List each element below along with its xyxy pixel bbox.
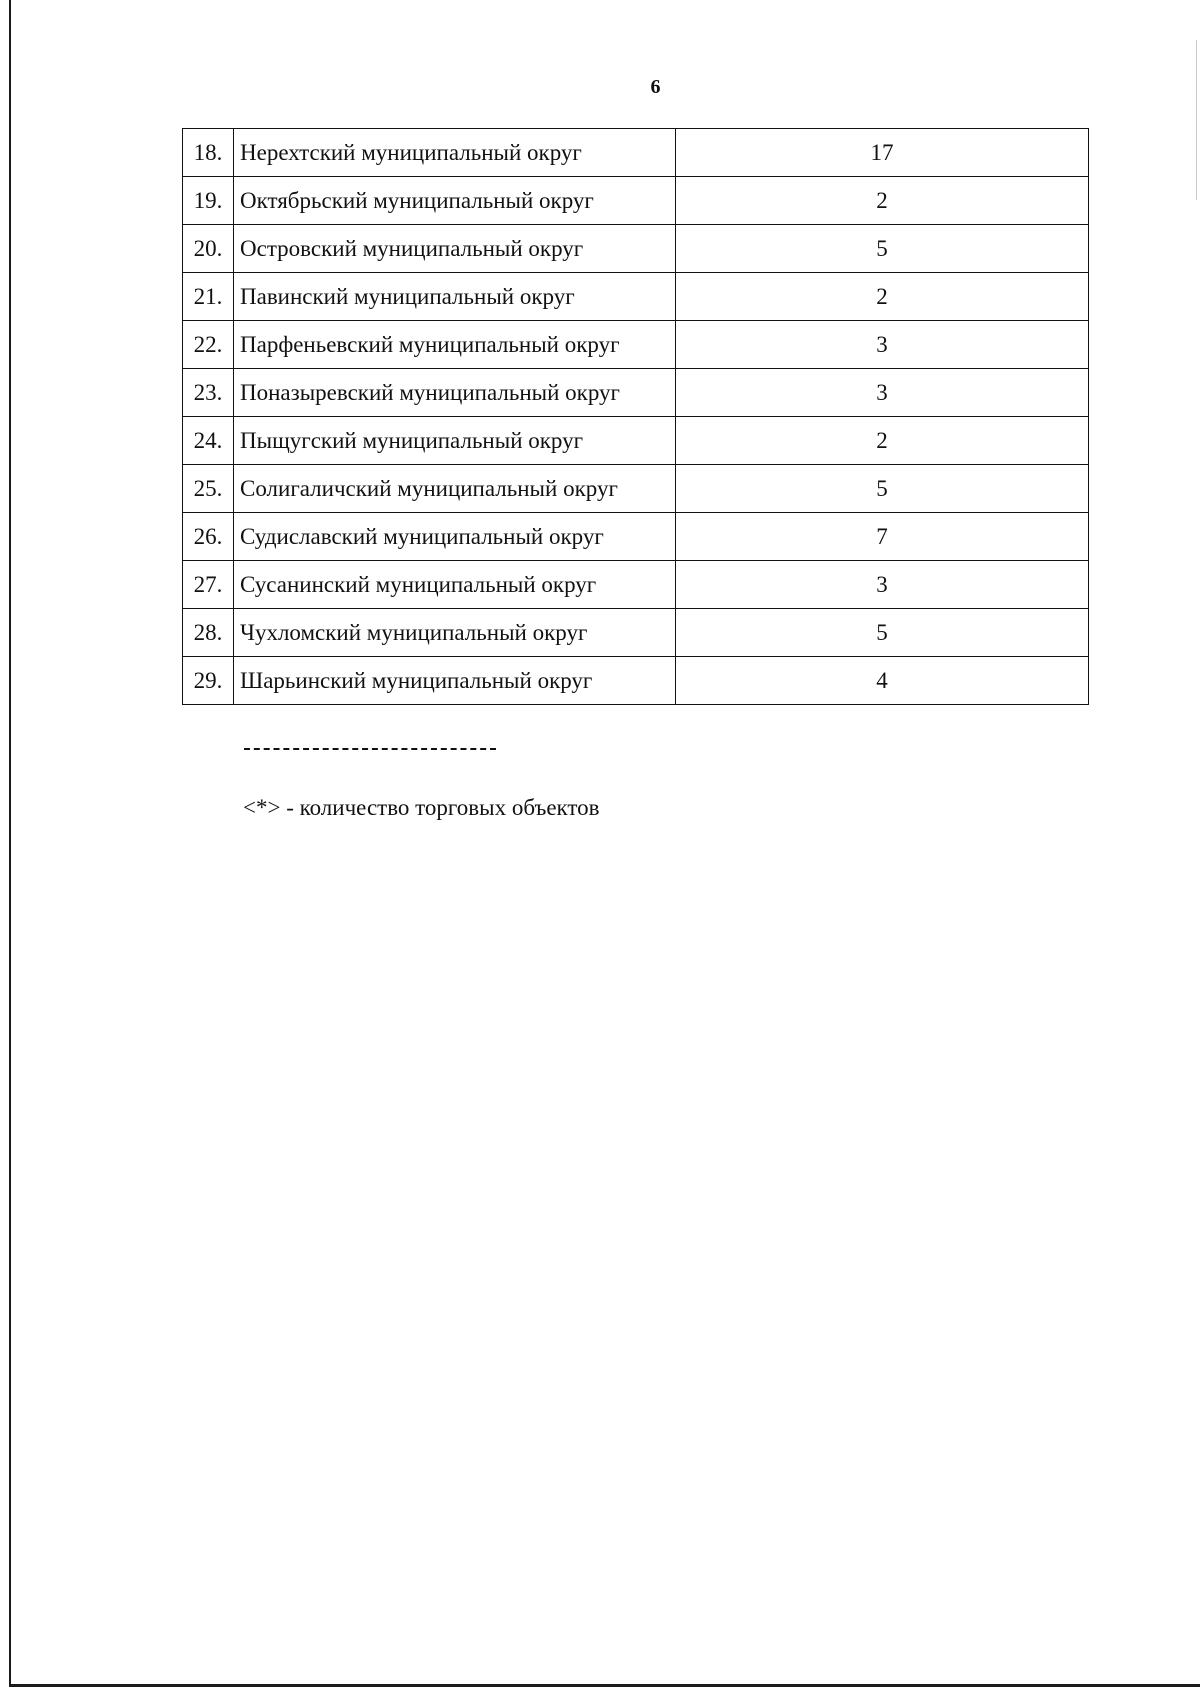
table-row [183,657,1089,705]
object-count: 2 [676,177,1089,225]
table-row [183,609,1089,657]
row-number: 20. [183,225,234,273]
district-name: Солигаличский муниципальный округ [234,465,676,513]
object-count: 5 [676,465,1089,513]
row-number: 24. [183,417,234,465]
row-number: 21. [183,273,234,321]
table-row [183,369,1089,417]
row-number: 22. [183,321,234,369]
scan-border-right [1196,40,1197,200]
row-number: 19. [183,177,234,225]
table-row [183,561,1089,609]
district-name: Чухломский муниципальный округ [234,609,676,657]
table-row [183,273,1089,321]
scan-border-left [9,0,11,1686]
object-count: 2 [676,417,1089,465]
page-number: 6 [650,76,661,98]
object-count: 4 [676,657,1089,705]
row-number: 25. [183,465,234,513]
row-number: 29. [183,657,234,705]
object-count: 3 [676,321,1089,369]
object-count: 2 [676,273,1089,321]
table-row [183,321,1089,369]
object-count: 5 [676,225,1089,273]
row-number: 23. [183,369,234,417]
district-table [182,128,1089,705]
district-name: Судиславский муниципальный округ [234,513,676,561]
row-number: 28. [183,609,234,657]
table-row [183,513,1089,561]
district-name: Островский муниципальный округ [234,225,676,273]
object-count: 3 [676,561,1089,609]
scan-border-bottom [9,1684,1200,1687]
row-number: 26. [183,513,234,561]
district-name: Октябрьский муниципальный округ [234,177,676,225]
object-count: 7 [676,513,1089,561]
object-count: 17 [676,129,1089,177]
object-count: 5 [676,609,1089,657]
table-row [183,417,1089,465]
row-number: 18. [183,129,234,177]
district-name: Сусанинский муниципальный округ [234,561,676,609]
row-number: 27. [183,561,234,609]
district-name: Поназыревский муниципальный округ [234,369,676,417]
district-name: Павинский муниципальный округ [234,273,676,321]
district-name: Шарьинский муниципальный округ [234,657,676,705]
district-name: Пыщугский муниципальный округ [234,417,676,465]
district-name: Нерехтский муниципальный округ [234,129,676,177]
table-row [183,225,1089,273]
table-row [183,129,1089,177]
footnote: <*> - количество торговых объектов [243,795,600,820]
table-row [183,465,1089,513]
footnote-separator [244,748,496,750]
object-count: 3 [676,369,1089,417]
table-row [183,177,1089,225]
district-name: Парфеньевский муниципальный округ [234,321,676,369]
